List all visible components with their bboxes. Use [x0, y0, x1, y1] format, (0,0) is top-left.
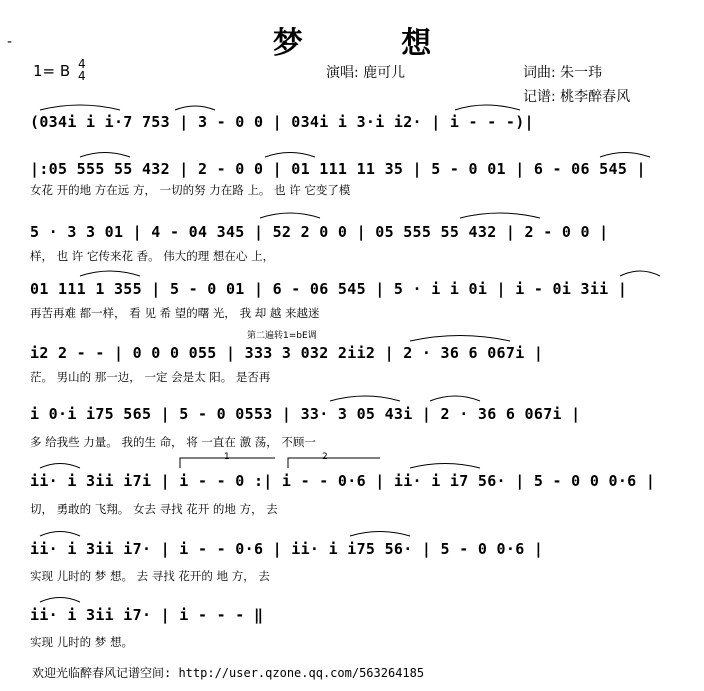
lyrics-row-7: 切， 勇敢的 飞翔。 女去 寻找 花开 的地 方， 去	[30, 502, 278, 516]
slur-arc	[40, 105, 120, 110]
transcriber: 记谱: 桃李醉春风	[523, 89, 631, 105]
slur-arc	[40, 464, 80, 469]
slur-arc	[620, 271, 660, 276]
lyrics-row-6: 多 给我些 力量。 我的生 命， 将 一直在 激 荡， 不顾一	[30, 435, 316, 449]
slur-arc	[40, 532, 80, 537]
slur-arc	[410, 464, 480, 469]
footer-credit: 欢迎光临醉春风记谱空间: http://user.qzone.qq.com/563264185	[32, 666, 425, 680]
slur-arc	[430, 396, 480, 401]
notation-row-7: ii· i 3ii i7i | i - - 0 :| i - - 0·6 | ii· i i7 56· | 5 - 0 0 0·6 |	[30, 472, 656, 490]
slur-arc	[460, 213, 540, 218]
notation-row-3: 5 · 3 3 01 | 4 - 04 345 | 52 2 0 0 | 05 555 55 432 | 2 - 0 0 |	[30, 223, 609, 241]
slur-arc	[600, 153, 650, 158]
slur-arc	[455, 105, 520, 110]
notation-row-1: (034i i i·7 753 | 3 - 0 0 | 034i i 3·i i2· | i - - -)|	[30, 113, 534, 131]
notation-row-8: ii· i 3ii i7· | i - - 0·6 | ii· i i75 56· | 5 - 0 0·6 |	[30, 540, 544, 558]
slur-arc	[265, 153, 315, 158]
notation-row-6: i 0·i i75 565 | 5 - 0 0553 | 33· 3 05 43i | 2 · 36 6 067i |	[30, 405, 581, 423]
volta-1-label: 1	[224, 452, 230, 462]
notation-row-9: ii· i 3ii i7· | i - - - ‖	[30, 606, 264, 624]
lyrics-row-5: 茫。 男山的 那一边， 一定 会是太 阳。 是否再	[30, 370, 271, 384]
slur-arc	[80, 153, 130, 158]
volta-2-bracket	[288, 458, 380, 468]
notation-row-4: 01 111 1 355 | 5 - 0 01 | 6 - 06 545 | 5 · i i 0i | i - 0i 3ii |	[30, 280, 628, 298]
slur-arc	[410, 336, 510, 342]
slur-arc	[350, 532, 410, 537]
slur-arc	[260, 213, 320, 218]
volta-1-bracket	[180, 458, 275, 468]
slur-arc	[80, 271, 140, 276]
lyrics-row-4: 再苦再难 都一样， 看 见 希 望的曙 光， 我 却 越 来越迷	[30, 306, 320, 320]
song-title: 梦 想	[272, 26, 476, 61]
lyrics-row-2: 女花 开的地 方在远 方， 一切的努 力在路 上。 也 许 它变了模	[30, 183, 351, 197]
singer: 演唱: 鹿可儿	[326, 65, 406, 81]
slur-arc	[175, 106, 215, 110]
slur-arc	[40, 598, 80, 603]
notation-row-5: i2 2 - - | 0 0 0 055 | 333 3 032 2ii2 | 2 · 36 6 067i |	[30, 344, 544, 362]
lyrics-row-8: 实现 儿时的 梦 想。 去 寻找 花开的 地 方， 去	[30, 569, 270, 583]
modulation-note: 第二遍转1=bE调	[247, 331, 317, 341]
composer: 词曲: 朱一玮	[523, 65, 603, 81]
key-signature: 1= B	[33, 62, 71, 80]
lyrics-row-9: 实现 儿时的 梦 想。	[30, 635, 133, 649]
time-signature-top: 4	[78, 57, 86, 71]
lyrics-row-3: 样， 也 许 它传来花 香。 伟大的理 想在心 上，	[30, 249, 275, 263]
volta-2-label: 2	[322, 452, 328, 462]
notation-row-2: |:05 555 55 432 | 2 - 0 0 | 01 111 11 35 | 5 - 0 01 | 6 - 06 545 |	[30, 160, 646, 178]
slur-arc	[330, 396, 400, 401]
corner-mark: -	[7, 34, 13, 50]
time-signature-bottom: 4	[78, 69, 86, 83]
